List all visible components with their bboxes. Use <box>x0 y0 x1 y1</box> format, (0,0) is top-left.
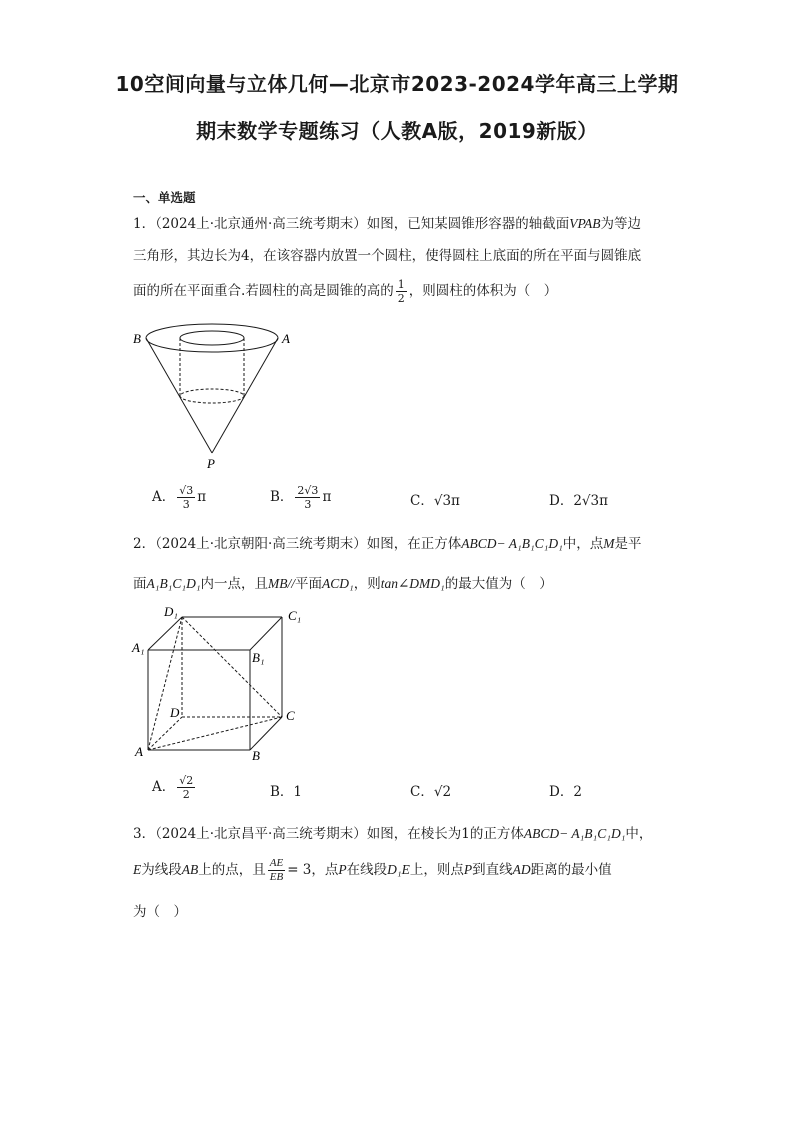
q2-line2: 面A₁B₁C₁D₁内一点，且MB//平面ACD₁，则tan∠DMD₁的最大值为（ ） <box>133 576 553 592</box>
svg-text:B: B <box>252 748 260 763</box>
label-A: A <box>282 331 290 346</box>
label-B: B <box>133 331 141 346</box>
section-heading: 一、单选题 <box>133 190 196 205</box>
q3-line3: 为（ ） <box>133 904 187 920</box>
cylinder-top-ellipse <box>180 331 244 345</box>
q2-option-a[interactable]: A． $\frac{√2}{2}$ <box>152 774 194 801</box>
q1-line1: 1．（2024上·北京通州·高三统考期末）如图，已知某圆锥形容器的轴截面VPAB为等边 <box>133 216 642 232</box>
q2-option-d[interactable]: D．2 <box>549 784 582 800</box>
document-title-line1: 10空间向量与立体几何—北京市2023-2024学年高三上学期 <box>115 72 679 96</box>
q2-cube-figure <box>130 600 310 765</box>
q1-line2: 三角形，其边长为4，在该容器内放置一个圆柱，使得圆柱上底面的所在平面与圆锥底 <box>133 248 642 264</box>
svg-text:B₁: B₁ <box>252 650 265 665</box>
q1-option-d[interactable]: D．2√3π <box>549 493 608 509</box>
q3-line2: E为线段AB上的点，且 $\frac{AE}{EB}$ = 3，点P在线段D₁E上，则点P到直线AD距离的最小值 <box>133 857 612 883</box>
svg-text:D₁: D₁ <box>164 604 178 619</box>
q1-option-c[interactable]: C．√3π <box>410 493 460 509</box>
q1-cone-figure <box>130 318 310 473</box>
cone-left-side <box>146 338 212 453</box>
q2-option-b[interactable]: B．1 <box>270 784 303 800</box>
q1-option-b[interactable]: B． $\frac{2√3}{3}$ π <box>270 484 332 511</box>
svg-text:A: A <box>135 744 143 759</box>
svg-text:D: D <box>170 705 180 720</box>
cone-right-side <box>212 338 278 453</box>
label-P: P <box>207 456 215 471</box>
svg-text:A₁: A₁ <box>132 640 145 655</box>
q2-option-c[interactable]: C．√2 <box>410 784 452 800</box>
q1-option-a[interactable]: A． $\frac{√3}{3}$ π <box>152 484 207 511</box>
q2-line1: 2．（2024上·北京朝阳·高三统考期末）如图，在正方体ABCD− A₁B₁C₁D₁中，点M是平 <box>133 536 642 552</box>
cylinder-bottom-ellipse <box>180 389 244 403</box>
svg-text:C: C <box>286 708 295 723</box>
cone-top-ellipse <box>146 324 278 352</box>
q3-line1: 3．（2024上·北京昌平·高三统考期末）如图，在棱长为1的正方体ABCD− A₁B₁C₁D₁中， <box>133 826 653 842</box>
svg-text:C₁: C₁ <box>288 608 302 623</box>
q1-line3: 面的所在平面重合.若圆柱的高是圆锥的高的 $\frac{1}{2}$ ，则圆柱的体积为（ ） <box>133 278 558 305</box>
document-title-line2: 期末数学专题练习（人教A版，2019新版） <box>196 119 598 143</box>
